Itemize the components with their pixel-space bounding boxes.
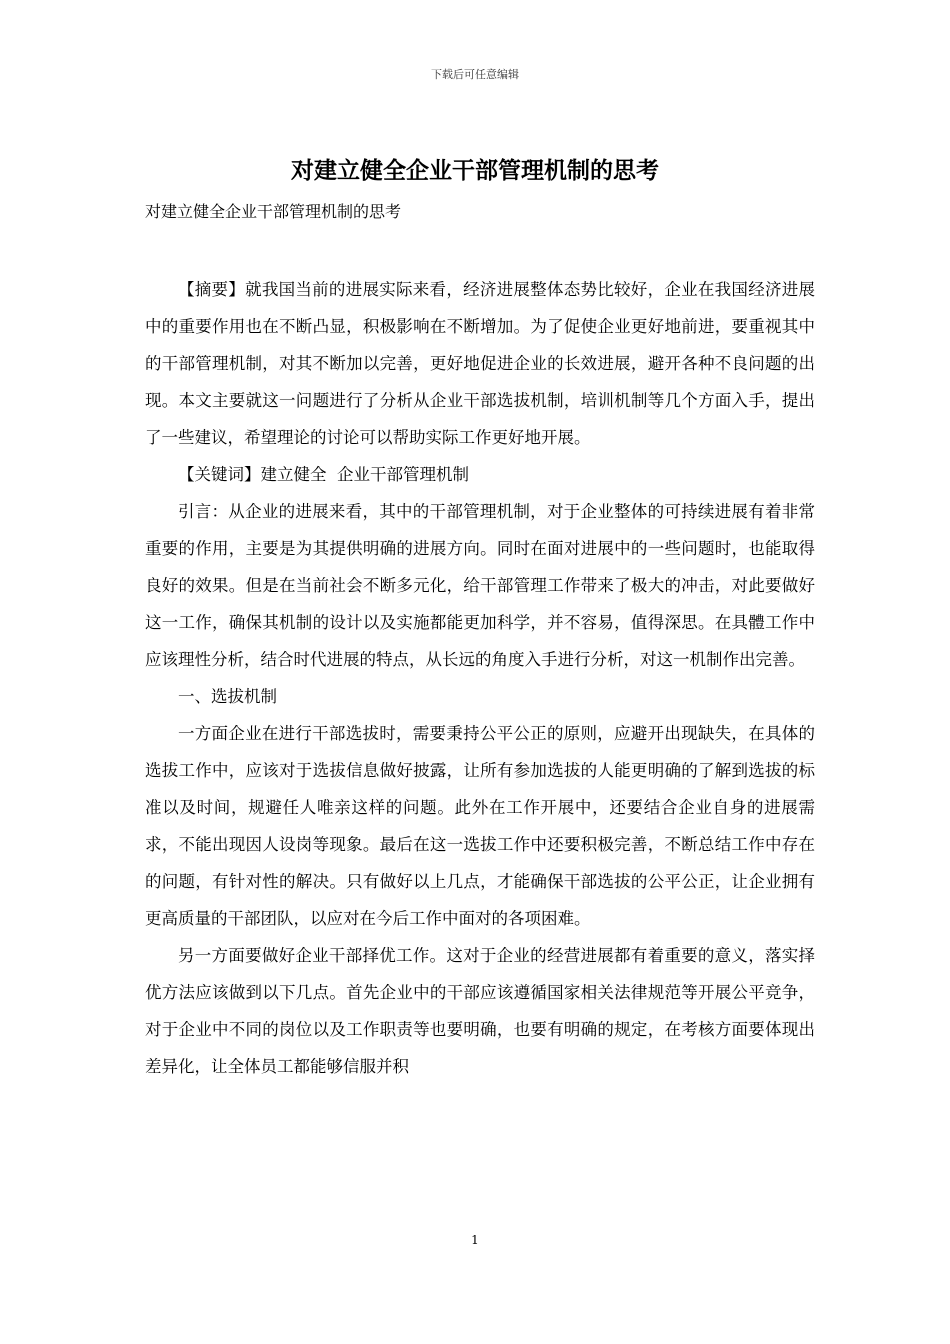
section-heading-selection: 一、选拔机制 bbox=[178, 687, 277, 706]
selection-paragraph-2: 另一方面要做好企业干部择优工作。这对于企业的经营进展都有着重要的意义，落实择优方法应该做到以下几点。首先企业中的干部应该遵循国家相关法律规范等开展公平竞争，对于企业中不同的岗位以及工作职责等也要明确，也要有明确的规定，在考核方面要体现出差异化，让全体员工都能够信服并积 bbox=[145, 946, 815, 1076]
document-body bbox=[145, 271, 815, 1085]
intro-paragraph: 引言：从企业的进展来看，其中的干部管理机制，对于企业整体的可持续进展有着非常重要的作用，主要是为其提供明确的进展方向。同时在面对进展中的一些问题时，也能取得良好的效果。但是在当前社会不断多元化，给干部管理工作带来了极大的冲击，对此要做好这一工作，确保其机制的设计以及实施都能更加科学，并不容易，值得深思。在具體工作中应该理性分析，结合时代进展的特点，从长远的角度入手进行分析，对这一机制作出完善。 bbox=[145, 502, 815, 669]
selection-paragraph-1: 一方面企业在进行干部选拔时，需要秉持公平公正的原则，应避开出现缺失，在具体的选拔工作中，应该对于选拔信息做好披露，让所有参加选拔的人能更明确的了解到选拔的标准以及时间，规避任人唯亲这样的问题。此外在工作开展中，还要结合企业自身的进展需求，不能出现因人设岗等现象。最后在这一选拔工作中还要积极完善，不断总结工作中存在的问题，有针对性的解决。只有做好以上几点，才能确保干部选拔的公平公正，让企业拥有更高质量的干部团队，以应对在今后工作中面对的各项困难。 bbox=[145, 724, 815, 928]
document-subtitle: 对建立健全企业干部管理机制的思考 bbox=[145, 202, 402, 221]
abstract-paragraph: 【摘要】就我国当前的进展实际来看，经济进展整体态势比较好，企业在我国经济进展中的重要作用也在不断凸显，积极影响在不断增加。为了促使企业更好地前进，要重视其中的干部管理机制，对其不断加以完善，更好地促进企业的长效进展，避开各种不良问题的出现。本文主要就这一问题进行了分析从企业干部选拔机制，培训机制等几个方面入手，提出了一些建议，希望理论的讨论可以帮助实际工作更好地开展。 bbox=[145, 280, 815, 447]
document-title: 对建立健全企业干部管理机制的思考 bbox=[291, 157, 659, 184]
header-note: 下载后可任意编辑 bbox=[431, 68, 519, 81]
keywords-line: 【关键词】建立健全 企业干部管理机制 bbox=[178, 465, 469, 484]
page-number: 1 bbox=[471, 1233, 479, 1247]
